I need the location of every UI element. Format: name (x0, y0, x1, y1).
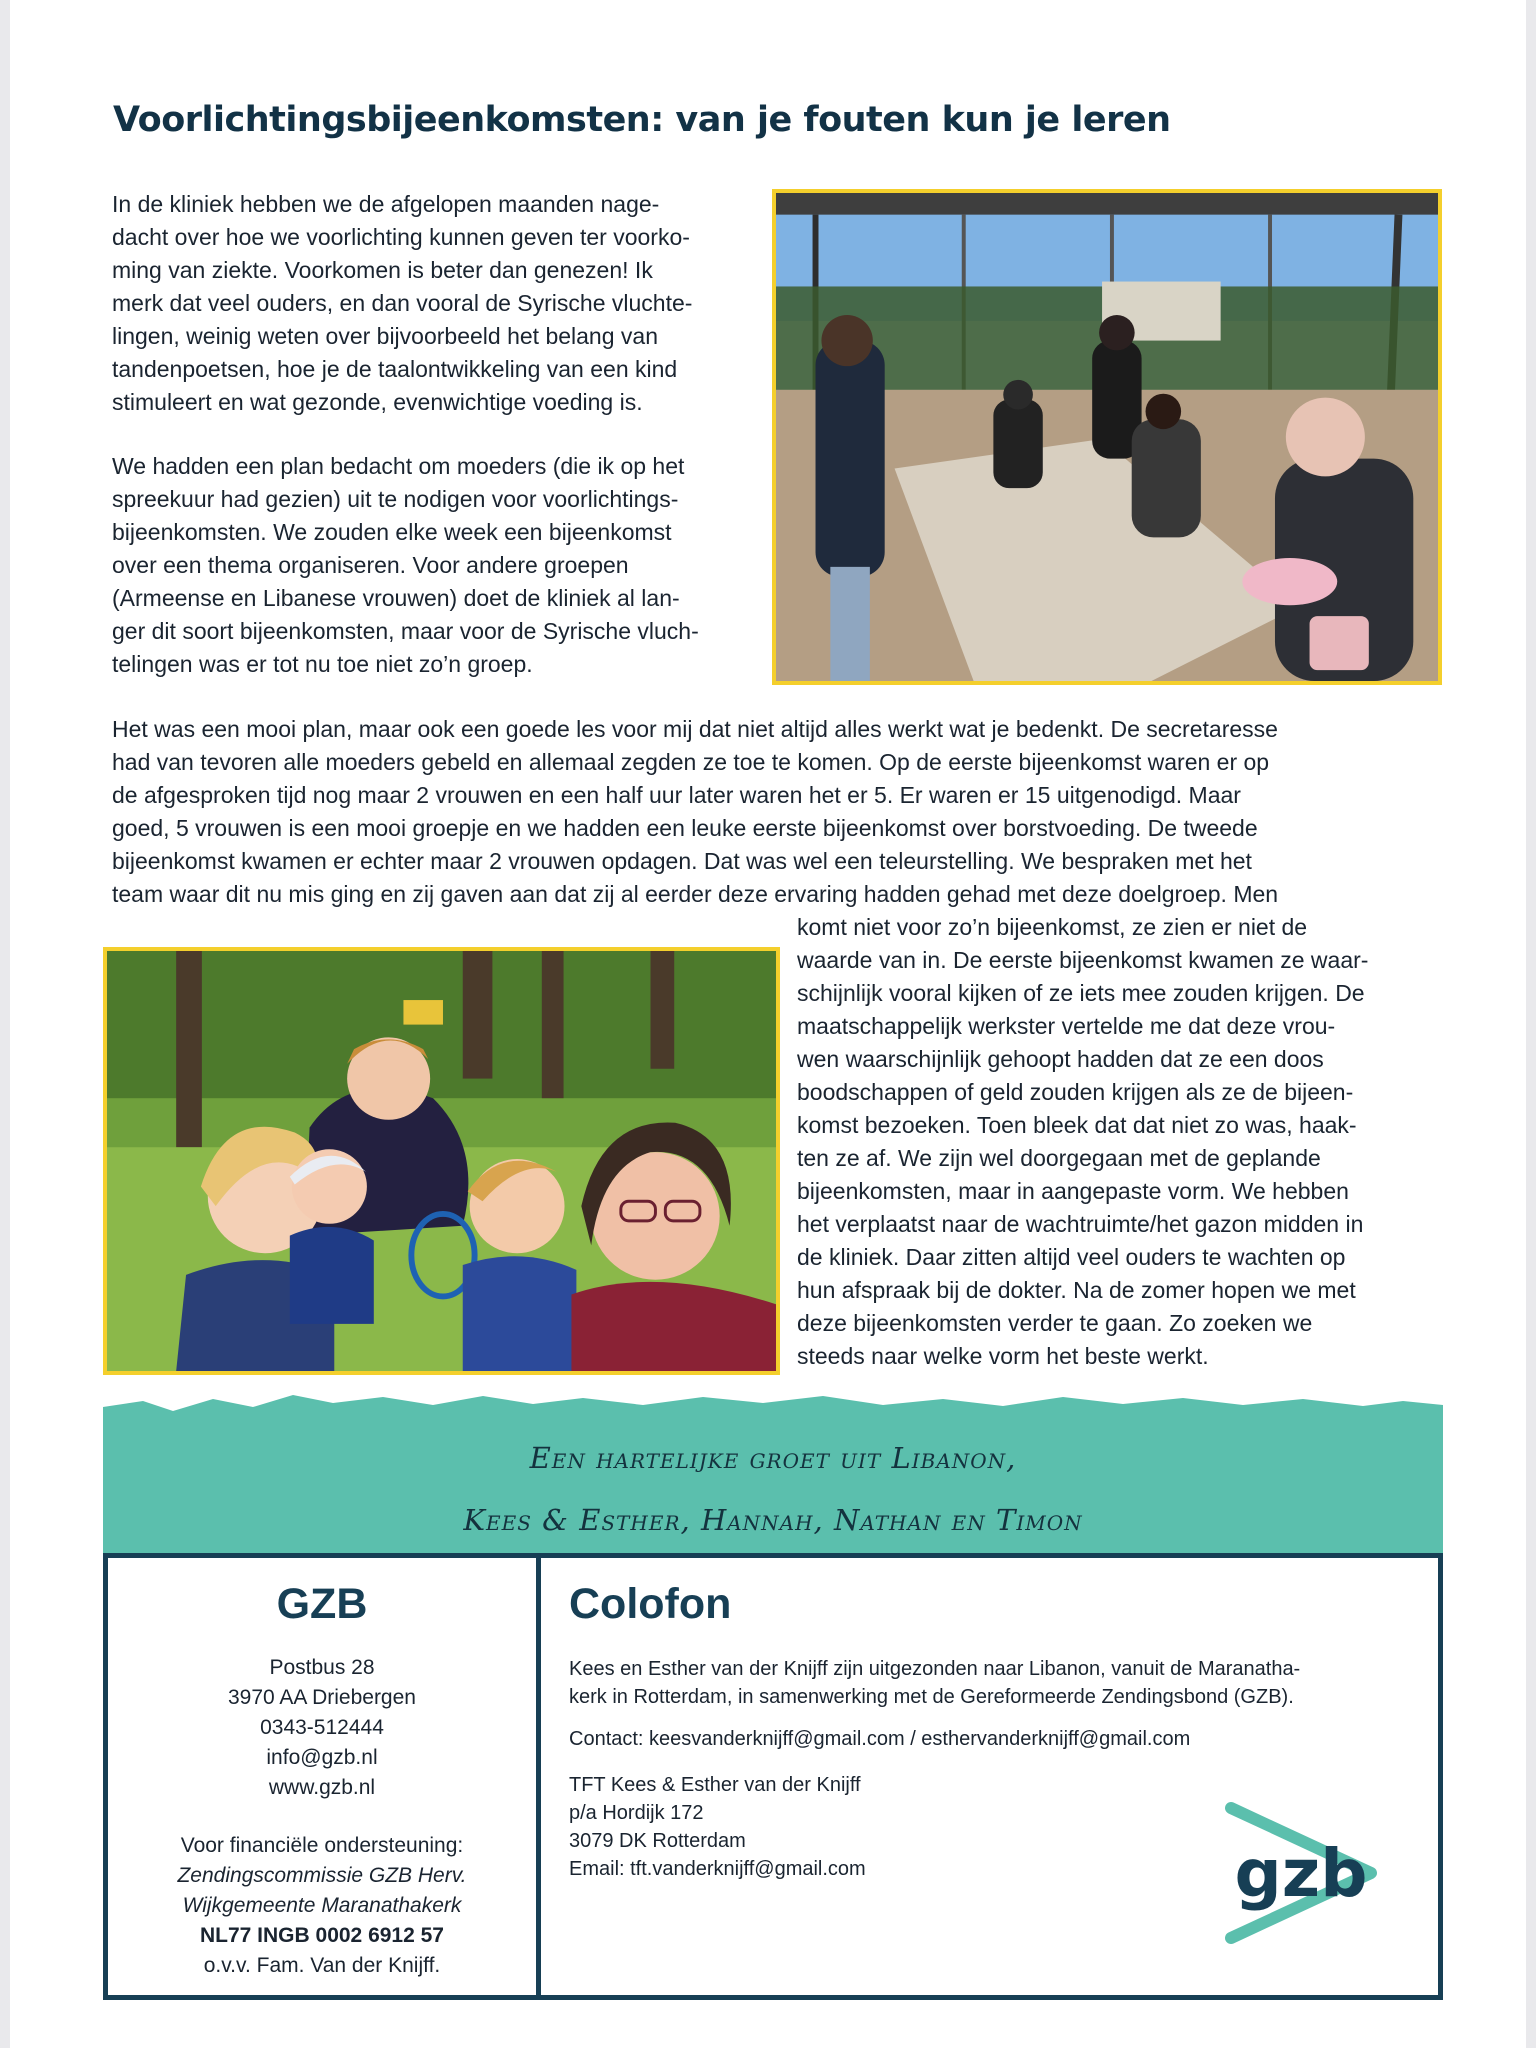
family-photo (103, 947, 780, 1375)
text-line: de afgesproken tijd nog maar 2 vrouwen en een half uur later waren het er 5. Er waren er 15 uitgenodigd. Maar (112, 782, 1241, 808)
address-line: 3079 DK Rotterdam (569, 1830, 746, 1852)
email-link[interactable]: info@gzb.nl (266, 1746, 378, 1769)
gzb-support (108, 1831, 536, 1981)
text-line: steeds naar welke vorm het beste werkt. (797, 1343, 1209, 1369)
text-line: (Armeense en Libanese vrouwen) doet de kliniek al lan- (112, 585, 680, 611)
text-line: team waar dit nu mis ging en zij gaven aan dat zij al eerder deze ervaring hadden gehad met deze doelgroep. Men (112, 881, 1279, 907)
text-line: merk dat veel ouders, en dan vooral de Syrische vluchte- (112, 290, 693, 316)
text-line: stimuleert en wat gezonde, evenwichtige voeding is. (112, 389, 643, 415)
paragraph-2 (112, 450, 699, 681)
text-line: schijnlijk vooral kijken of ze iets mee zouden krijgen. De (797, 980, 1365, 1006)
text-line: ming van ziekte. Voorkomen is beter dan genezen! Ik (112, 257, 653, 283)
text-line: komt niet voor zo’n bijeenkomst, ze zien er niet de (797, 914, 1308, 940)
text-line: de kliniek. Daar zitten altijd veel ouders te wachten op (797, 1244, 1346, 1270)
phone-number: 0343-512444 (260, 1716, 384, 1739)
text-line: bijeenkomst kwamen er echter maar 2 vrouwen opdagen. Dat was wel een teleurstelling. We bespraken met het (112, 848, 1252, 874)
text-line: spreekuur had gezien) uit te nodigen voor voorlichtings- (112, 486, 679, 512)
support-reference: o.v.v. Fam. Van der Knijff. (203, 1954, 441, 1977)
text-line: telingen was er tot nu toe niet zo’n groep. (112, 651, 533, 677)
text-line: waarde van in. De eerste bijeenkomst kwamen ze waar- (797, 947, 1369, 973)
text-line: ger dit soort bijeenkomsten, maar voor de Syrische vluch- (112, 618, 699, 644)
text-line: maatschappelijk werkster vertelde me dat deze vrou- (797, 1013, 1336, 1039)
iban-number: NL77 INGB 0002 6912 57 (200, 1924, 444, 1947)
text-line: hun afspraak bij de dokter. Na de zomer hopen we met (797, 1277, 1356, 1303)
text-line: We hadden een plan bedacht om moeders (die ik op het (112, 453, 685, 479)
address-line: 3970 AA Driebergen (228, 1686, 416, 1709)
text-line: ten ze af. We zijn wel doorgegaan met de geplande (797, 1145, 1321, 1171)
support-name: Wijkgemeente Maranathakerk (182, 1894, 462, 1917)
greeting-line-2: Kees & Esther, Hannah, Nathan en Timon (463, 1503, 1083, 1537)
email-line: Email: tft.vanderknijff@gmail.com (569, 1858, 866, 1880)
text-line: goed, 5 vrouwen is een mooi groepje en we hadden een leuke eerste bijeenkomst over borstvoeding. De tweede (112, 815, 1258, 841)
text-line: In de kliniek hebben we de afgelopen maanden nage- (112, 191, 660, 217)
text-line: het verplaatst naar de wachtruimte/het gazon midden in (797, 1211, 1364, 1237)
website-link[interactable]: www.gzb.nl (268, 1776, 376, 1799)
text-line: Het was een mooi plan, maar ook een goede les voor mij dat niet altijd alles werkt wat je bedenkt. De secretaresse (112, 716, 1278, 742)
text-line: dacht over hoe we voorlichting kunnen geven ter voorko- (112, 224, 690, 250)
address-line: p/a Hordijk 172 (569, 1802, 704, 1824)
greeting-line-1: Een hartelijke groet uit Libanon, (529, 1441, 1017, 1475)
support-label: Voor financiële ondersteuning: (180, 1834, 464, 1857)
paragraph-1 (112, 188, 692, 419)
text-line: komst bezoeken. Toen bleek dat dat niet zo was, haak- (797, 1112, 1357, 1138)
colofon-address (569, 1771, 866, 1883)
text-line: lingen, weinig weten over bijvoorbeeld het belang van (112, 323, 658, 349)
text-line: deze bijeenkomsten verder te gaan. Zo zoeken we (797, 1310, 1313, 1336)
text-line: bijeenkomsten, maar in aangepaste vorm. We hebben (797, 1178, 1349, 1204)
colofon-title: Colofon (569, 1580, 732, 1628)
gzb-title: GZB (276, 1580, 368, 1628)
text-line: boodschappen of geld zouden krijgen als ze de bijeen- (797, 1079, 1354, 1105)
gzb-address (108, 1653, 536, 1803)
colofon-box (536, 1553, 1443, 2000)
meeting-photo (772, 189, 1442, 685)
text-line: Kees en Esther van der Knijff zijn uitgezonden naar Libanon, vanuit de Maranatha- (569, 1658, 1301, 1680)
page (10, 0, 1526, 2048)
article-title: Voorlichtingsbijeenkomsten: van je fouten kun je leren (113, 100, 1171, 140)
gzb-logo-text: gzb (1234, 1835, 1368, 1912)
gzb-logo (1211, 1788, 1391, 1958)
address-line: Postbus 28 (269, 1656, 375, 1679)
address-line: TFT Kees & Esther van der Knijff (569, 1774, 861, 1796)
colofon-contact: Contact: keesvanderknijff@gmail.com / esthervanderknijff@gmail.com (569, 1728, 1191, 1750)
text-line: over een thema organiseren. Voor andere groepen (112, 552, 629, 578)
colofon-intro (569, 1655, 1300, 1711)
paragraph-3 (112, 713, 1278, 911)
text-line: wen waarschijnlijk gehoopt hadden dat ze een doos (797, 1046, 1324, 1072)
gzb-box (103, 1553, 541, 2000)
support-name: Zendingscommissie GZB Herv. (177, 1864, 467, 1887)
greeting-band (103, 1393, 1443, 1555)
paragraph-4 (797, 911, 1368, 1373)
text-line: kerk in Rotterdam, in samenwerking met de Gereformeerde Zendingsbond (GZB). (569, 1686, 1294, 1708)
text-line: tandenpoetsen, hoe je de taalontwikkeling van een kind (112, 356, 678, 382)
text-line: bijeenkomsten. We zouden elke week een bijeenkomst (112, 519, 672, 545)
text-line: had van tevoren alle moeders gebeld en allemaal zegden ze toe te komen. Op de eerste bijeenkomst waren er op (112, 749, 1270, 775)
